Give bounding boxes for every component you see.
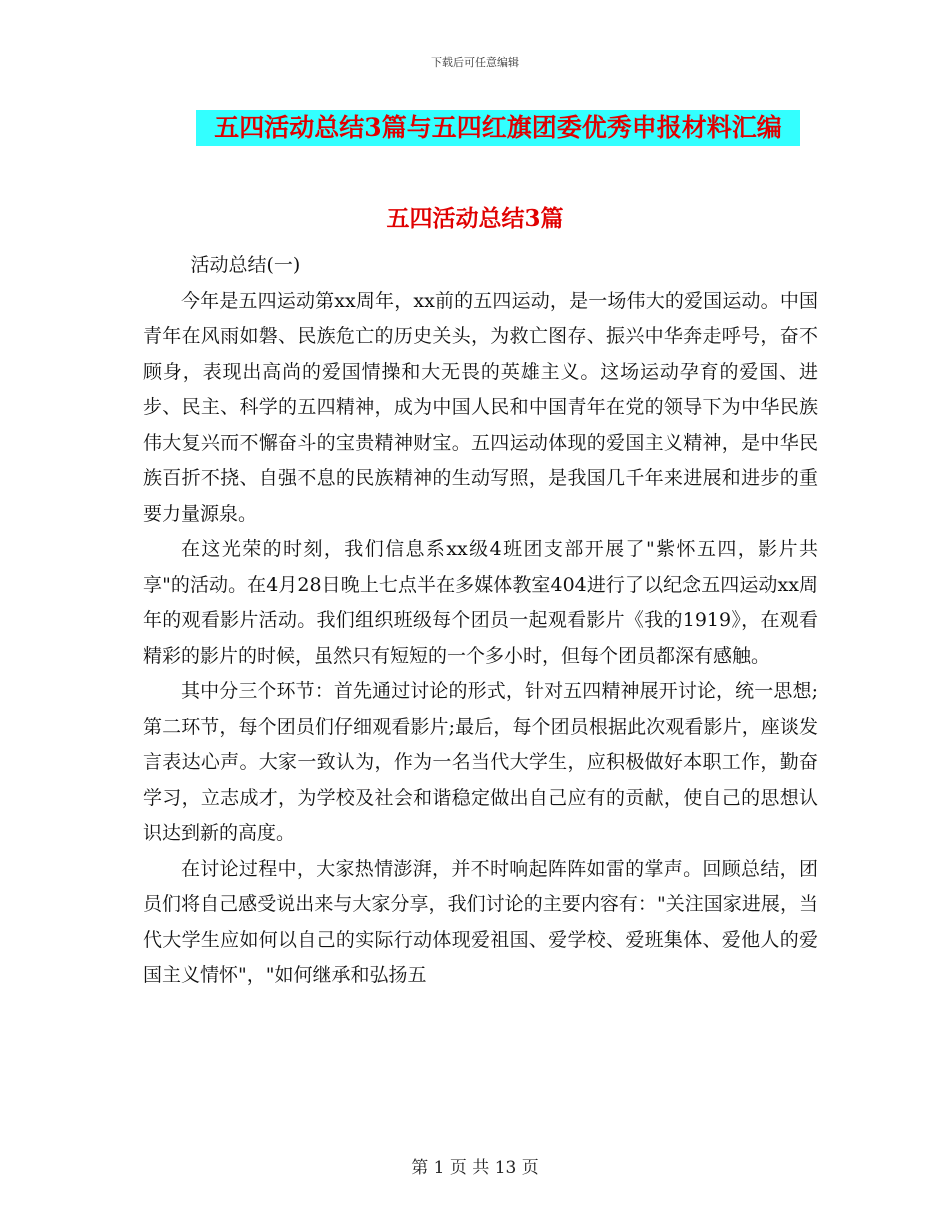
paragraph: 在这光荣的时刻，我们信息系xx级4班团支部开展了"紫怀五四，影片共享"的活动。在4月28日晚上七点半在多媒体教室404进行了以纪念五四运动xx周年的观看影片活动。我们组织班级每个团员一起观看影片《我的1919》，在观看精彩的影片的时候，虽然只有短短的一个多小时，但每个团员都深有感触。 [143,538,818,667]
paragraph: 在讨论过程中，大家热情澎湃，并不时响起阵阵如雷的掌声。回顾总结，团员们将自己感受说出来与大家分享，我们讨论的主要内容有："关注国家进展，当代大学生应如何以自己的实际行动体现爱祖国、爱学校、爱班集体、爱他人的爱国主义情怀"，"如何继承和弘扬五 [143,857,818,986]
paragraph: 其中分三个环节：首先通过讨论的形式，针对五四精神展开讨论，统一思想;第二环节，每个团员们仔细观看影片;最后，每个团员根据此次观看影片，座谈发言表达心声。大家一致认为，作为一名当代大学生，应积极做好本职工作，勤奋学习，立志成才，为学校及社会和谐稳定做出自己应有的贡献，使自己的思想认识达到新的高度。 [143,680,818,844]
document-body [143,248,818,994]
section-heading: 活动总结(一) [190,254,301,276]
section-title: 五四活动总结3篇 [386,205,564,232]
document-title: 五四活动总结3篇与五四红旗团委优秀申报材料汇编 [196,110,800,146]
page-number-footer: 第 1 页 共 13 页 [411,1158,539,1178]
header-note: 下载后可任意编辑 [431,56,519,69]
paragraph: 今年是五四运动第xx周年，xx前的五四运动，是一场伟大的爱国运动。中国青年在风雨如磐、民族危亡的历史关头，为救亡图存、振兴中华奔走呼号，奋不顾身，表现出高尚的爱国情操和大无畏的英雄主义。这场运动孕育的爱国、进步、民主、科学的五四精神，成为中国人民和中国青年在党的领导下为中华民族伟大复兴而不懈奋斗的宝贵精神财宝。五四运动体现的爱国主义精神，是中华民族百折不挠、自强不息的民族精神的生动写照，是我国几千年来进展和进步的重要力量源泉。 [143,289,818,525]
